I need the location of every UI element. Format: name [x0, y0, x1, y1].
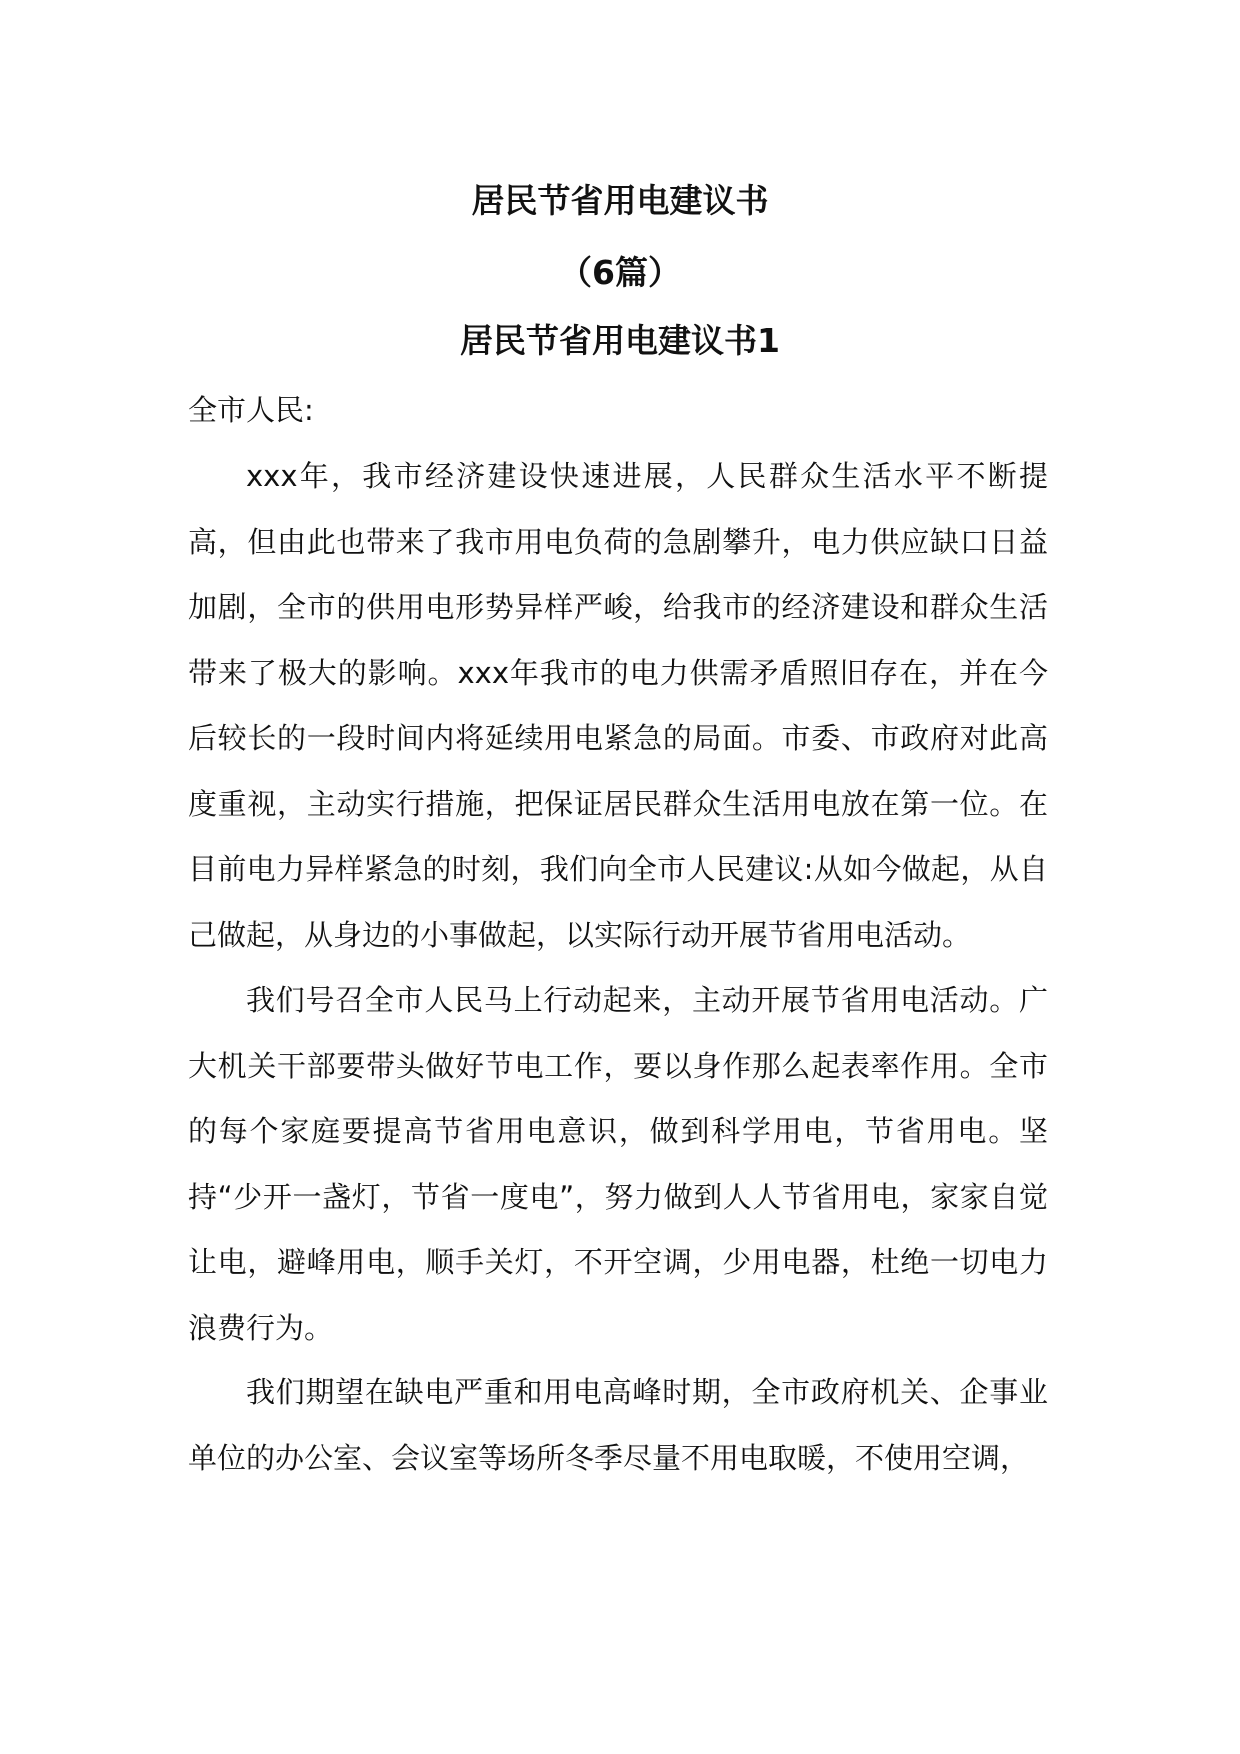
- paragraph-1: xxx年，我市经济建设快速进展，人民群众生活水平不断提高，但由此也带来了我市用电负荷的急剧攀升，电力供应缺口日益加剧，全市的供用电形势异样严峻，给我市的经济建设和群众生活带来了极大的影响。xxx年我市的电力供需矛盾照旧存在，并在今后较长的一段时间内将延续用电紧急的局面。市委、市政府对此高度重视，主动实行措施，把保证居民群众生活用电放在第一位。在目前电力异样紧急的时刻，我们向全市人民建议:从如今做起，从自己做起，从身边的小事做起，以实际行动开展节省用电活动。: [188, 459, 1048, 952]
- salutation: 全市人民:: [188, 393, 314, 427]
- document-count: （6篇）: [559, 253, 681, 292]
- section-heading: 居民节省用电建议书1: [460, 321, 780, 360]
- paragraph-2: 我们号召全市人民马上行动起来，主动开展节省用电活动。广大机关干部要带头做好节电工作，要以身作那么起表率作用。全市的每个家庭要提高节省用电意识，做到科学用电，节省用电。坚持“少开一盏灯，节省一度电”，努力做到人人节省用电，家家自觉让电，避峰用电，顺手关灯，不开空调，少用电器，杜绝一切电力浪费行为。: [188, 983, 1048, 1345]
- document-title: 居民节省用电建议书: [471, 181, 769, 220]
- paragraph-3: 我们期望在缺电严重和用电高峰时期，全市政府机关、企事业单位的办公室、会议室等场所冬季尽量不用电取暖，不使用空调，: [188, 1375, 1048, 1475]
